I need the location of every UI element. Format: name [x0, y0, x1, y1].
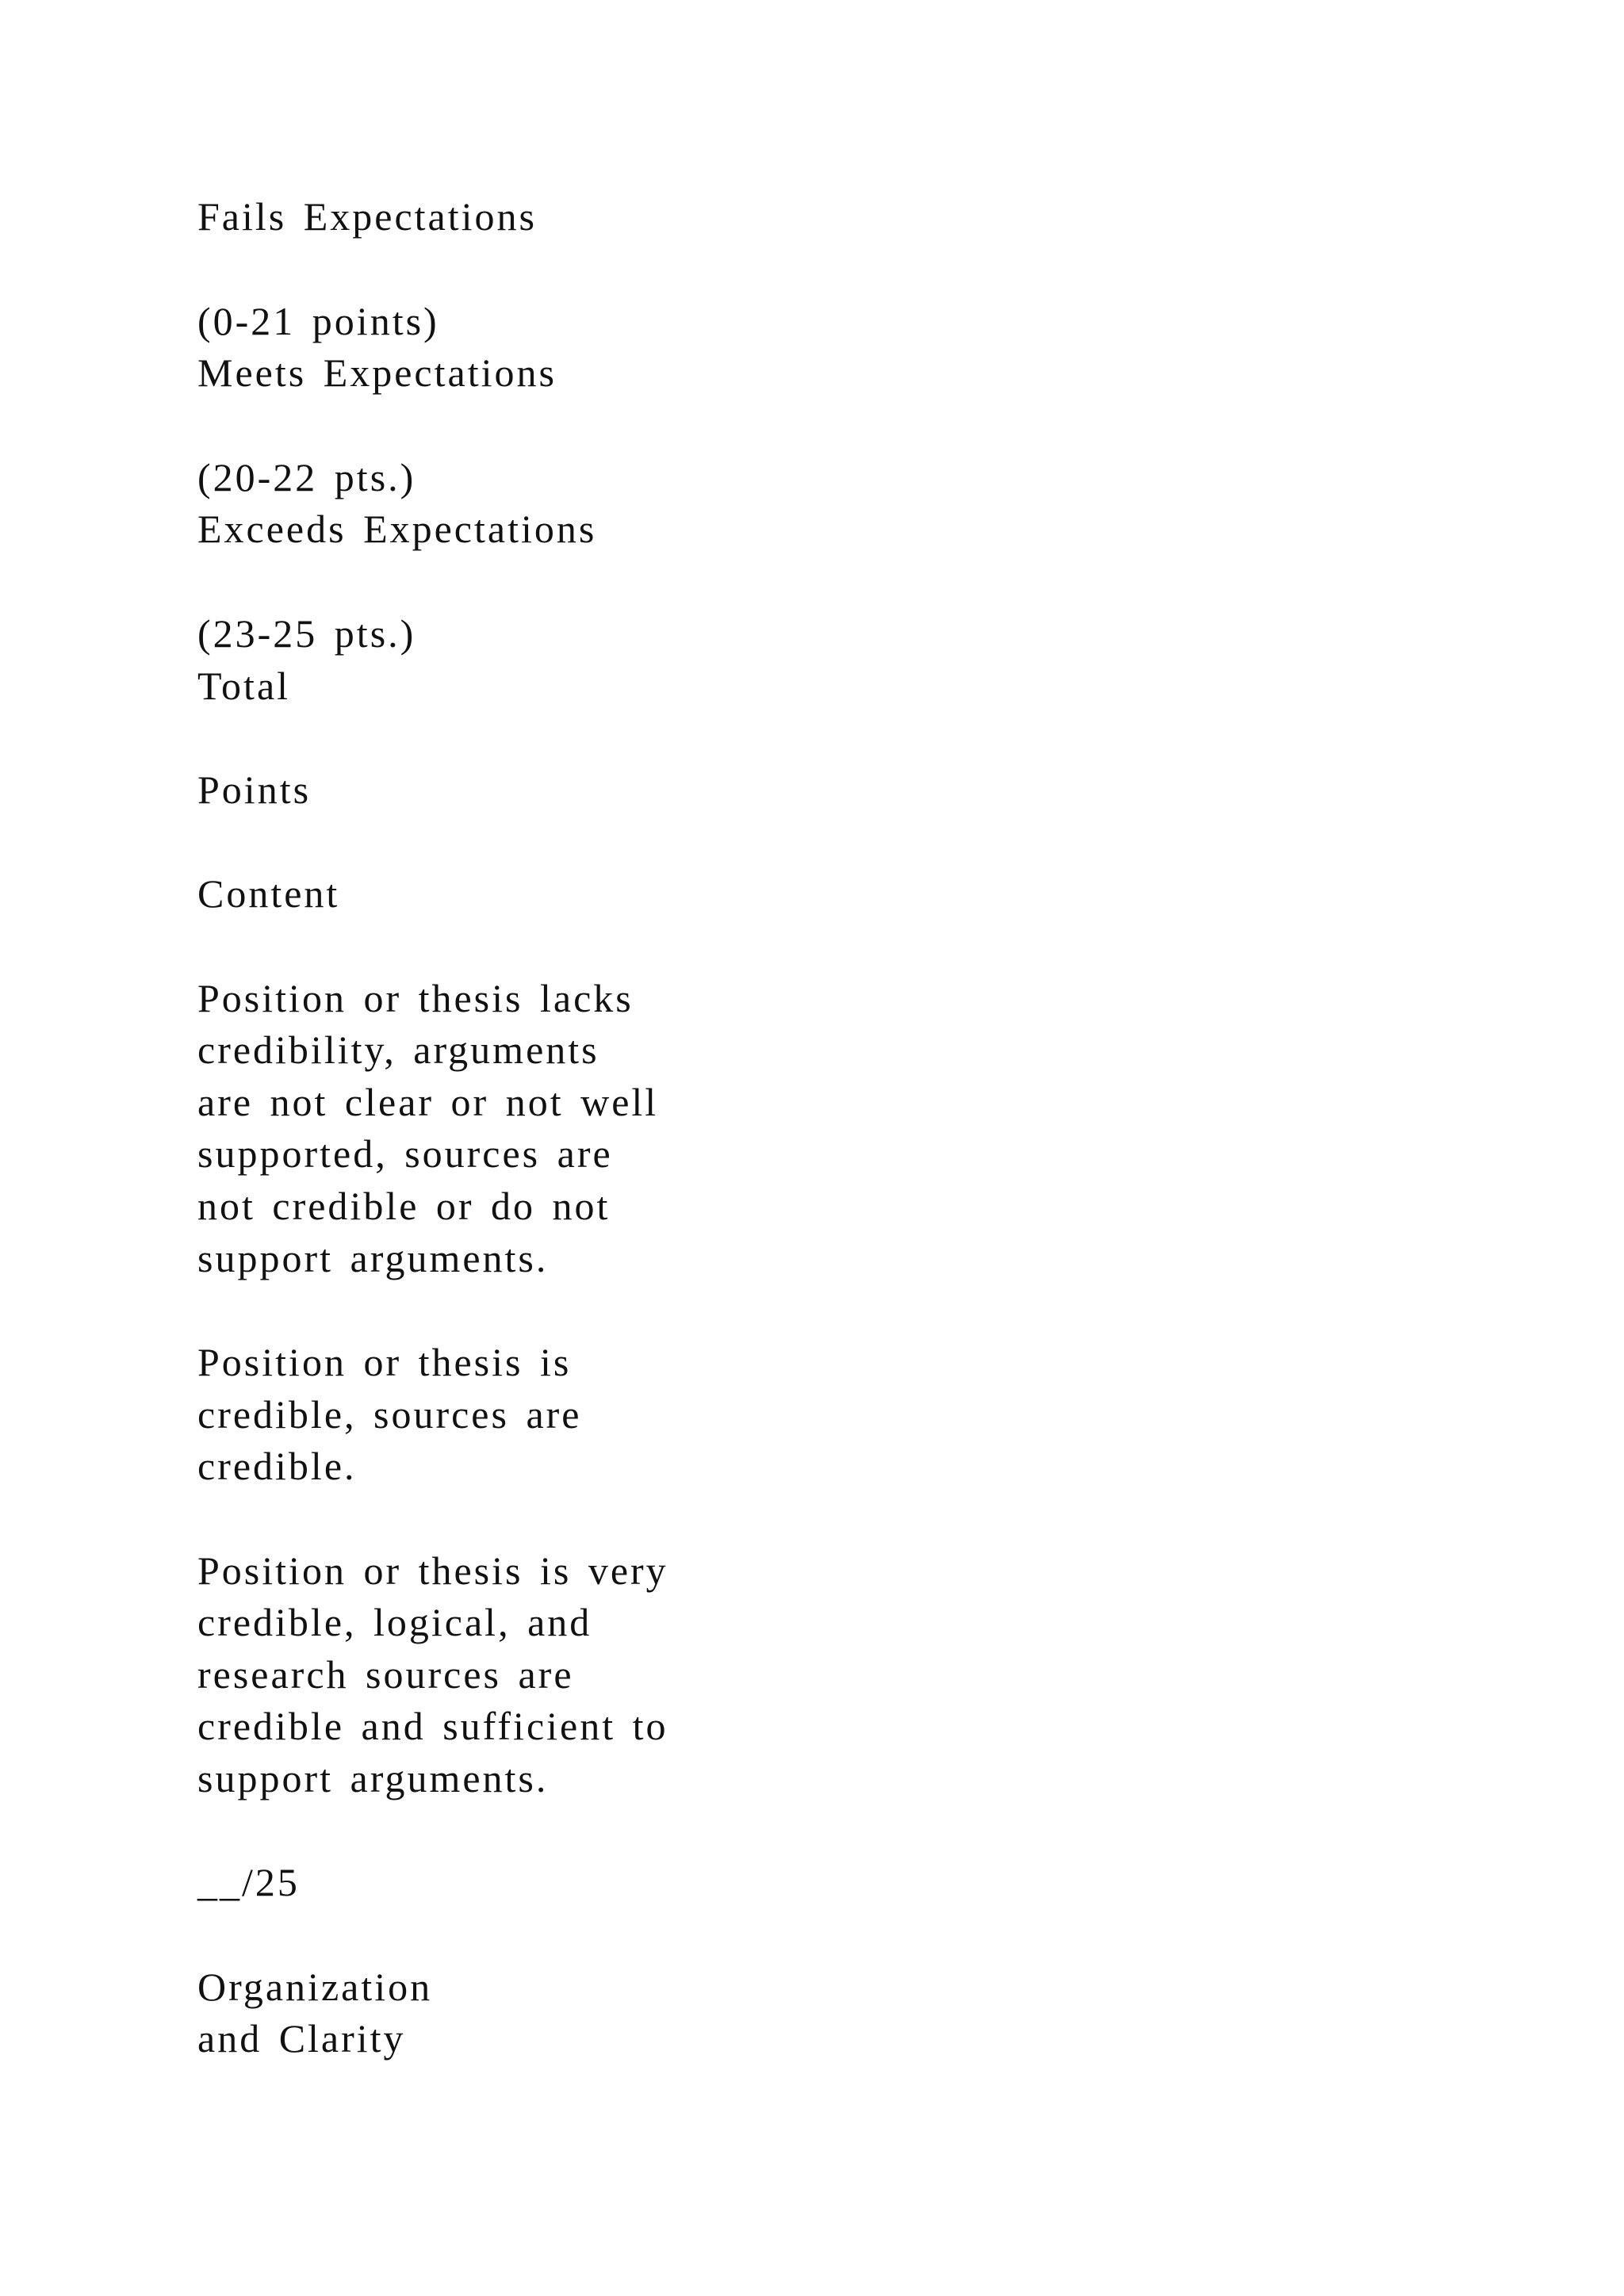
content-meets-line: credible. [197, 1444, 357, 1488]
content-exceeds-line: credible, logical, and [197, 1600, 592, 1644]
header-fails-range: (0-21 points) [197, 299, 439, 343]
header-total: Total [197, 664, 291, 708]
content-meets-line: credible, sources are [197, 1392, 582, 1437]
content-exceeds-line: credible and sufficient to [197, 1704, 668, 1748]
header-fails-expectations: Fails Expectations [197, 194, 537, 239]
header-points: Points [197, 767, 312, 812]
content-exceeds-line: research sources are [197, 1652, 574, 1697]
content-fails-line: support arguments. [197, 1236, 549, 1280]
content-fails-line: supported, sources are [197, 1131, 613, 1176]
content-fails-line: not credible or do not [197, 1184, 611, 1228]
content-fails-line: credibility, arguments [197, 1027, 599, 1072]
header-exceeds-expectations: Exceeds Expectations [197, 507, 597, 551]
header-meets-range: (20-22 pts.) [197, 455, 416, 499]
header-meets-expectations: Meets Expectations [197, 350, 557, 395]
content-score-blank: __/25 [197, 1860, 300, 1904]
criterion-organization-cont: and Clarity [197, 2016, 406, 2061]
criterion-organization: Organization [197, 1965, 433, 2009]
content-exceeds-line: Position or thesis is very [197, 1548, 668, 1593]
header-exceeds-range: (23-25 pts.) [197, 611, 416, 656]
content-exceeds-line: support arguments. [197, 1756, 549, 1800]
criterion-content: Content [197, 871, 340, 916]
content-meets-line: Position or thesis is [197, 1340, 572, 1384]
content-fails-line: are not clear or not well [197, 1080, 659, 1124]
content-fails-line: Position or thesis lacks [197, 976, 634, 1020]
